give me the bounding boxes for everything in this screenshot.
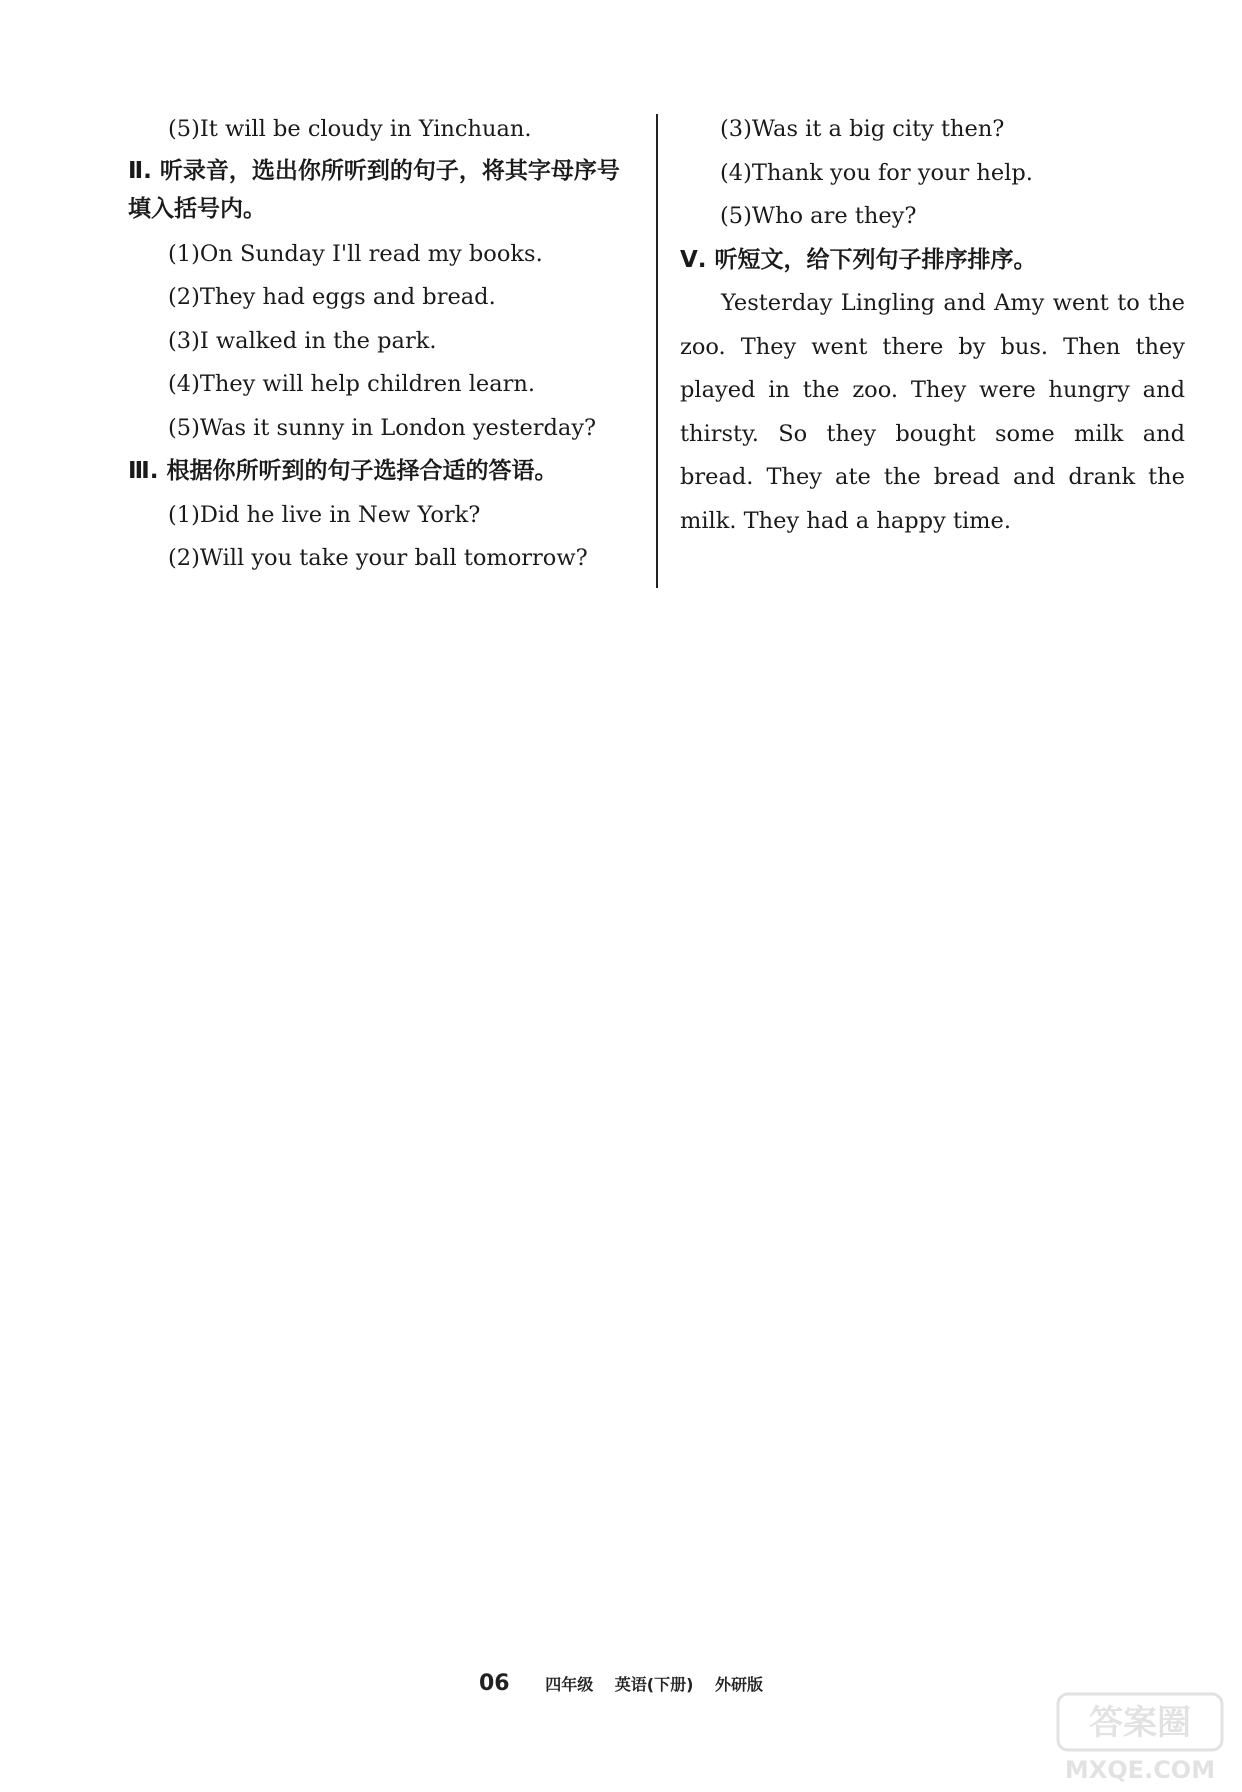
right-item-3-big-city: (3)Was it a big city then? <box>720 116 1005 142</box>
section-5-heading: Ⅴ. 听短文，给下列句子排序排序。 <box>680 246 1037 273</box>
passage-paragraph: Yesterday Lingling and Amy went to the zoo. They went there by bus. Then they played in the zoo. They were hungry and thirsty. So they bought some milk and bread. They ate the bread and drank the milk. They had a happy time. <box>680 290 1185 534</box>
edition-label: 外研版 <box>715 1675 764 1694</box>
left-item-4-help: (4)They will help children learn. <box>168 371 536 397</box>
left-item-5-cloudy: (5)It will be cloudy in Yinchuan. <box>168 116 532 142</box>
grade-label: 四年级 <box>545 1675 594 1694</box>
left-item-3-park: (3)I walked in the park. <box>168 327 437 354</box>
subject-label: 英语(下册) <box>614 1675 694 1694</box>
watermark-logo-icon <box>1056 1690 1224 1786</box>
right-item-5-who: (5)Who are they? <box>720 203 917 229</box>
watermark-site-text: MXQE.COM <box>1064 1756 1216 1784</box>
right-item-4-thank-you: (4)Thank you for your help. <box>720 159 1033 186</box>
left-column <box>128 108 638 581</box>
left-item-5-london: (5)Was it sunny in London yesterday? <box>168 414 597 441</box>
left-item-1-sunday: (1)On Sunday I'll read my books. <box>168 240 543 267</box>
left-item-2-eggs: (2)They had eggs and bread. <box>168 284 496 310</box>
right-column <box>680 108 1185 543</box>
page-number: 06 <box>478 1671 510 1696</box>
left-item-1-new-york: (1)Did he live in New York? <box>168 501 481 528</box>
column-divider <box>656 114 658 588</box>
section-2-heading: Ⅱ. 听录音，选出你所听到的句子，将其字母序号填入括号内。 <box>128 157 620 222</box>
left-item-2-ball: (2)Will you take your ball tomorrow? <box>168 545 588 571</box>
watermark-logo-text: 答案圈 <box>1089 1703 1191 1743</box>
section-3-heading: Ⅲ. 根据你所听到的句子选择合适的答语。 <box>128 458 558 484</box>
